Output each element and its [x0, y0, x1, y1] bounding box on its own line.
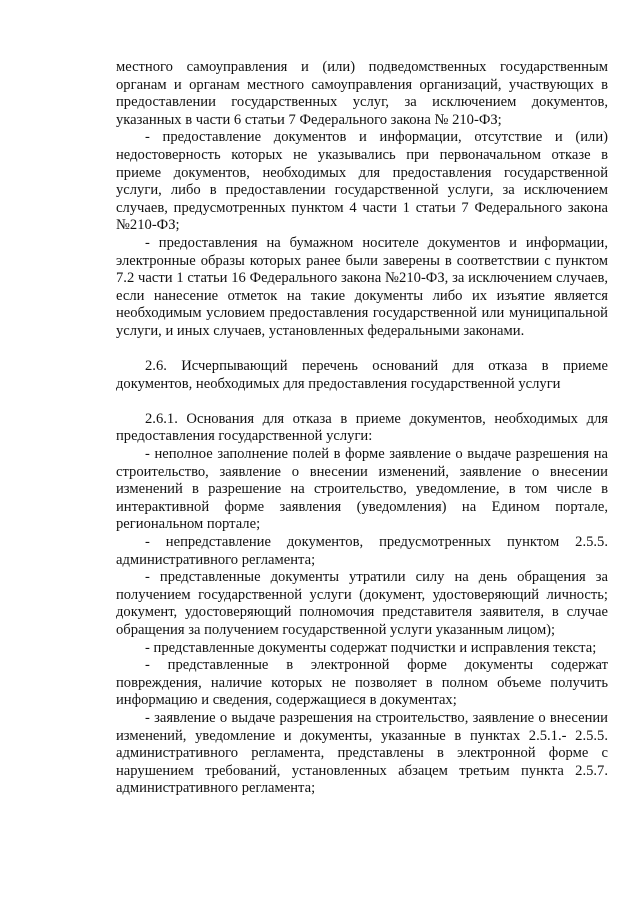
paragraph-continuation: местного самоуправления и (или) подведомственных государственным органам и органам местного самоуправления организаций, участвующих в предоставлении государственных услуг, за исключением документов, указанных в части 6 статьи 7 Федерального закона № 210-ФЗ;: [116, 59, 608, 128]
list-item: - неполное заполнение полей в форме заявление о выдаче разрешения на строительство, заявление о внесении изменений, заявление о внесении изменений в разрешение на строительство, уведомление, в том числе в интерактивной форме заявления (уведомления) на Едином портале, региональном портале;: [116, 446, 608, 533]
list-item: - представленные в электронной форме документы содержат повреждения, наличие которых не позволяет в полном объеме получить информацию и сведения, содержащиеся в документах;: [116, 657, 608, 709]
list-item: - предоставление документов и информации, отсутствие и (или) недостоверность которых не указывались при первоначальном отказе в приеме документов, необходимых для предоставления государственной услуги, либо в предоставлении государственной услуги, за исключением случаев, предусмотренных пунктом 4 части 1 статьи 7 Федерального закона №210-ФЗ;: [116, 129, 608, 234]
list-item: - представленные документы утратили силу на день обращения за получением государственной услуги (документ, удостоверяющий личность; документ, удостоверяющий полномочия представителя заявителя, в случае обращения за получением государственной услуги указанным лицом);: [116, 569, 608, 638]
section-heading: 2.6. Исчерпывающий перечень оснований для отказа в приеме документов, необходимых для предоставления государственной услуги: [116, 358, 608, 392]
list-item: - представленные документы содержат подчистки и исправления текста;: [145, 639, 597, 656]
document-body: [116, 59, 608, 798]
subsection-heading: 2.6.1. Основания для отказа в приеме документов, необходимых для предоставления государственной услуги:: [116, 410, 608, 445]
list-item: - заявление о выдаче разрешения на строительство, заявление о внесении изменений, уведомление и документы, указанные в пунктах 2.5.1.- 2.5.5. административного регламента, представлены в электронной форме с нарушением требований, установленных абзацем третьим пункта 2.5.7. административного регламента;: [116, 709, 608, 797]
list-item: - непредставление документов, предусмотренных пунктом 2.5.5. административного регламента;: [116, 534, 608, 568]
paragraph-spacer: [116, 393, 608, 411]
list-item: - предоставления на бумажном носителе документов и информации, электронные образы которых ранее были заверены в соответствии с пунктом 7.2 части 1 статьи 16 Федерального закона №210-ФЗ, за исключением случаев, если нанесение отметок на такие документы либо их изъятие является необходимым условием предоставления государственной или муниципальной услуги, и иных случаев, установленных федеральными законами.: [116, 234, 608, 339]
paragraph-spacer: [116, 341, 608, 359]
